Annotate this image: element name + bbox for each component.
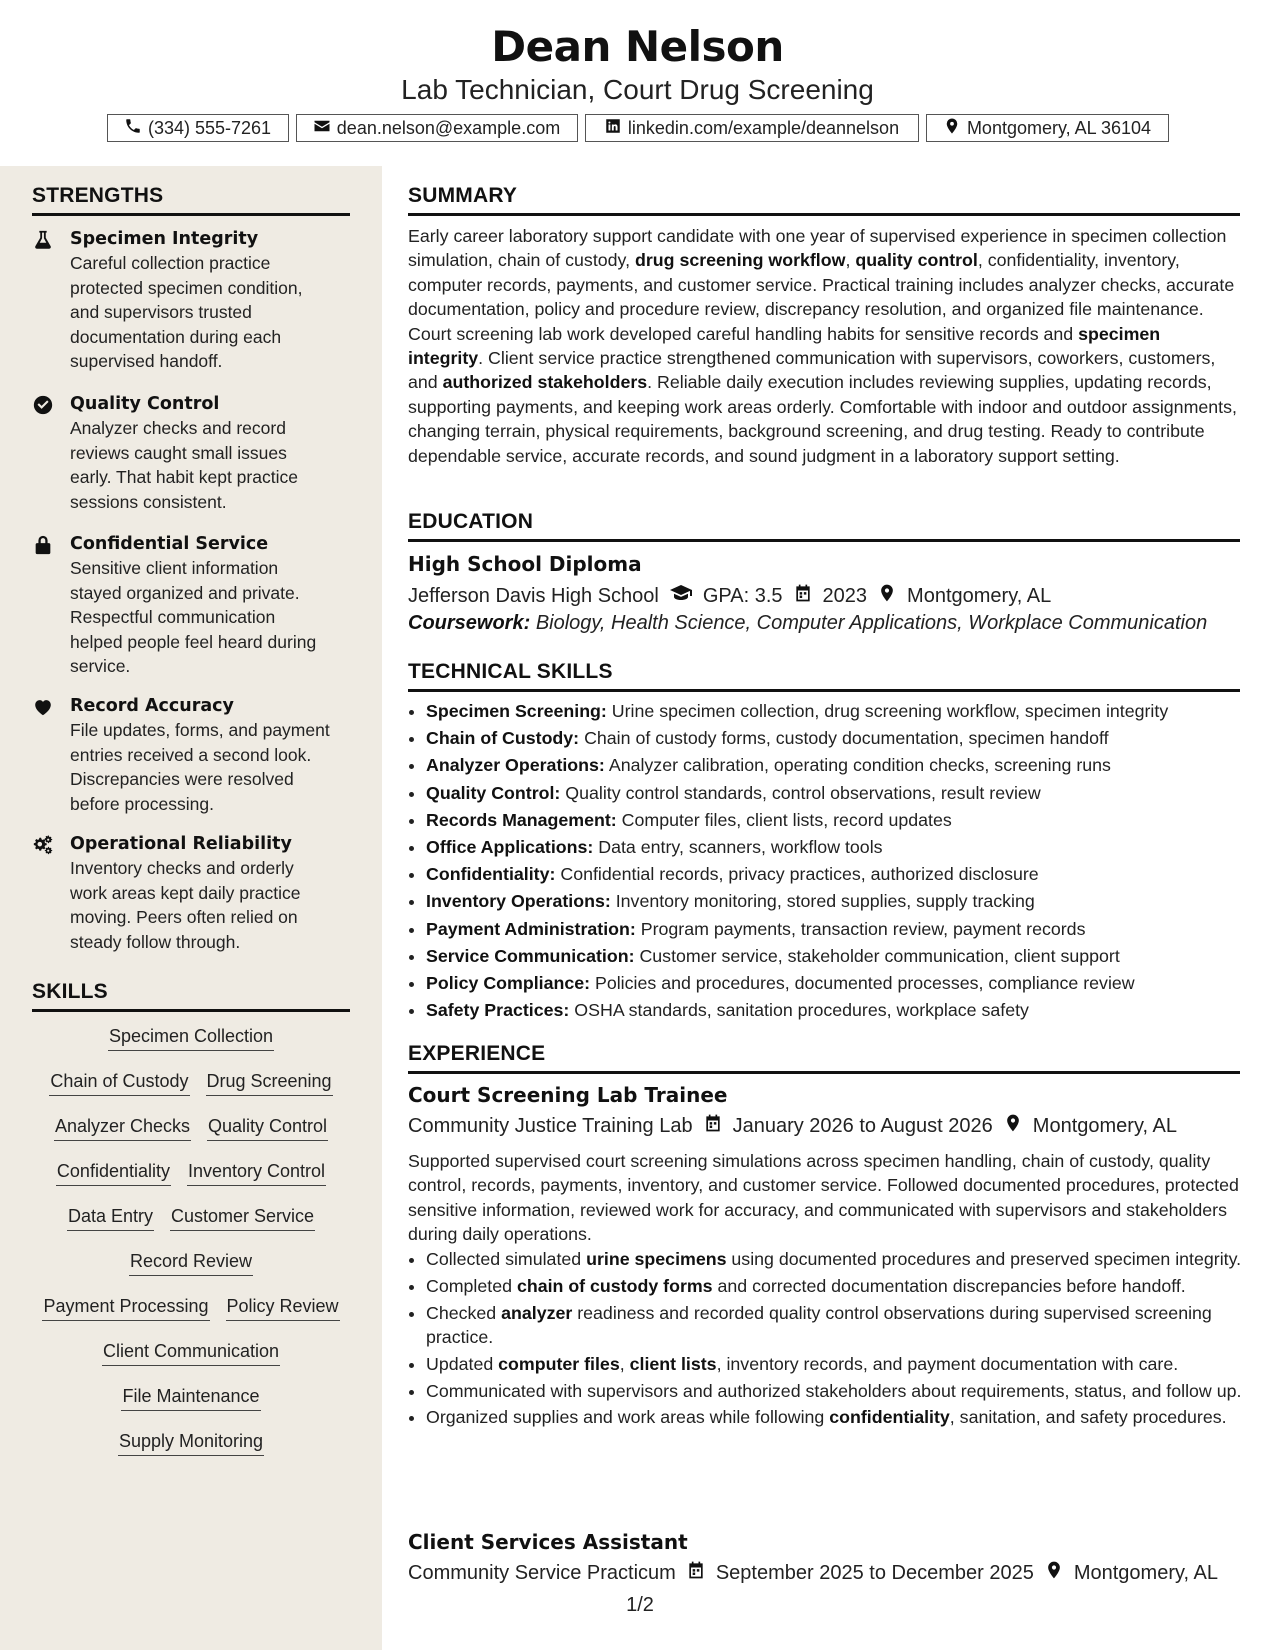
- candidate-name: Dean Nelson: [491, 22, 784, 71]
- strength-item: [32, 227, 352, 374]
- linkedin-icon: [604, 117, 622, 140]
- list-item: • Specimen Screening: Urine specimen collection, drug screening workflow, specimen integrity: [426, 698, 1258, 725]
- job-meta: [408, 1560, 1218, 1586]
- strength-desc: Inventory checks and orderly work areas kept daily practice moving. Peers often relied on steady follow through.: [70, 858, 301, 952]
- list-item: • Safety Practices: OSHA standards, sanitation procedures, workplace safety: [426, 997, 1258, 1024]
- strength-item: [32, 392, 352, 514]
- experience-heading: EXPERIENCE: [408, 1042, 1240, 1074]
- skill-tag: Quality Control: [207, 1115, 328, 1141]
- graduation-year: 2023: [822, 584, 868, 607]
- calendar-icon: [686, 1560, 706, 1586]
- strength-title: Operational Reliability: [70, 834, 292, 854]
- flask-icon: [32, 229, 54, 251]
- job-location: Montgomery, AL: [1073, 1561, 1218, 1584]
- map-pin-icon: [1044, 1560, 1064, 1586]
- phone-icon: [124, 117, 142, 140]
- school-name: Jefferson Davis High School: [408, 584, 659, 607]
- calendar-icon: [703, 1113, 723, 1139]
- contact-email[interactable]: [296, 114, 578, 142]
- resume-header: [0, 0, 1275, 165]
- gpa: GPA: 3.5: [702, 584, 783, 607]
- strengths-heading: STRENGTHS: [32, 184, 350, 216]
- coursework: [408, 612, 1207, 635]
- skill-tag: Inventory Control: [187, 1160, 326, 1186]
- strength-desc: Sensitive client information stayed organized and private. Respectful communication helped people feel heard during service.: [70, 558, 317, 676]
- map-pin-icon: [943, 117, 961, 140]
- heart-icon: [32, 696, 54, 718]
- map-pin-icon: [877, 583, 897, 609]
- strength-desc: Careful collection practice protected specimen condition, and supervisors trusted documentation during each supervised handoff.: [70, 253, 303, 371]
- skill-tag: Data Entry: [67, 1205, 154, 1231]
- strength-item: [32, 694, 352, 816]
- technical-skills-list: [408, 698, 1258, 1024]
- coursework-label: Coursework:: [408, 612, 531, 634]
- job-location: Montgomery, AL: [1032, 1114, 1177, 1137]
- job-title: Court Screening Lab Trainee: [408, 1083, 728, 1107]
- job-title: Client Services Assistant: [408, 1530, 688, 1554]
- list-item: • Service Communication: Customer service, stakeholder communication, client support: [426, 943, 1258, 970]
- graduation-cap-icon: [669, 581, 693, 611]
- page-number: 1/2: [626, 1594, 654, 1616]
- strength-title: Confidential Service: [70, 534, 269, 554]
- education-meta: [408, 581, 1051, 611]
- skill-tag: Specimen Collection: [108, 1025, 274, 1051]
- summary-text: Early career laboratory support candidate with one year of supervised experience in specimen collection simulation, chain of custody, drug screening workflow, quality control, confidentiality, inventory, computer records, payments, and customer service. Practical training includes analyzer checks, accurate documentation, policy and procedure review, discrepancy resolution, and organized file maintenance. Court screening lab work developed careful handling habits for sensitive records and specimen integrity. Client service practice strengthened communication with supervisors, coworkers, customers, and authorized stakeholders. Reliable daily execution includes reviewing supplies, updating records, supporting payments, and keeping work areas orderly. Comfortable with indoor and outdoor assignments, changing terrain, physical requirements, background screening, and drug testing. Ready to contribute dependable service, accurate records, and sound judgment in a laboratory support setting.: [408, 226, 1237, 466]
- list-item: • Analyzer Operations: Analyzer calibration, operating condition checks, screening runs: [426, 752, 1258, 779]
- education-degree: High School Diploma: [408, 552, 642, 576]
- list-item: • Collected simulated urine specimens using documented procedures and preserved specimen integrity.: [426, 1247, 1258, 1271]
- envelope-icon: [313, 117, 331, 140]
- gears-icon: [32, 834, 54, 856]
- skills-grid: [24, 1025, 358, 1475]
- list-item: • Office Applications: Data entry, scanners, workflow tools: [426, 834, 1258, 861]
- strength-desc: File updates, forms, and payment entries received a second look. Discrepancies were resolved before processing.: [70, 720, 330, 814]
- job-description: Supported supervised court screening simulations across specimen handling, chain of custody, quality control, records, payments, inventory, and customer service. Followed documented procedures, protected sensitive information, reviewed work for accuracy, and communicated with supervisors and stakeholders during daily operations.: [408, 1151, 1239, 1245]
- job-meta: [408, 1113, 1177, 1139]
- school-location: Montgomery, AL: [907, 584, 1052, 607]
- list-item: • Chain of Custody: Chain of custody forms, custody documentation, specimen handoff: [426, 725, 1258, 752]
- skill-tag: Record Review: [129, 1250, 253, 1276]
- skill-tag: Confidentiality: [56, 1160, 171, 1186]
- job-dates: January 2026 to August 2026: [732, 1114, 993, 1137]
- strength-title: Record Accuracy: [70, 696, 234, 716]
- skill-tag: File Maintenance: [121, 1385, 260, 1411]
- skills-heading: SKILLS: [32, 980, 350, 1012]
- strength-title: Specimen Integrity: [70, 229, 259, 249]
- coursework-list: Biology, Health Science, Computer Applications, Workplace Communication: [535, 612, 1208, 634]
- list-item: • Updated computer files, client lists, inventory records, and payment documentation with care.: [426, 1352, 1258, 1376]
- skill-tag: Supply Monitoring: [118, 1430, 264, 1456]
- skill-tag: Drug Screening: [206, 1070, 333, 1096]
- job-dates: September 2025 to December 2025: [715, 1561, 1034, 1584]
- lock-icon: [32, 534, 54, 556]
- strength-item: [32, 532, 352, 679]
- calendar-icon: [793, 583, 813, 609]
- contact-text: (334) 555-7261: [147, 117, 272, 138]
- list-item: • Payment Administration: Program payments, transaction review, payment records: [426, 916, 1258, 943]
- contact-linkedin[interactable]: [585, 114, 919, 142]
- skill-tag: Analyzer Checks: [54, 1115, 191, 1141]
- list-item: • Quality Control: Quality control standards, control observations, result review: [426, 780, 1258, 807]
- job-bullets: [408, 1247, 1258, 1432]
- list-item: • Communicated with supervisors and authorized stakeholders about requirements, status, and follow up.: [426, 1379, 1258, 1403]
- contact-text: dean.nelson@example.com: [336, 117, 561, 138]
- list-item: • Records Management: Computer files, client lists, record updates: [426, 807, 1258, 834]
- skill-tag: Policy Review: [226, 1295, 340, 1321]
- summary-heading: SUMMARY: [408, 184, 1240, 216]
- contact-text: linkedin.com/example/deannelson: [627, 117, 900, 138]
- skill-tag: Payment Processing: [42, 1295, 209, 1321]
- list-item: • Checked analyzer readiness and recorded quality control observations during supervised screening practice.: [426, 1301, 1258, 1350]
- list-item: • Inventory Operations: Inventory monitoring, stored supplies, supply tracking: [426, 888, 1258, 915]
- map-pin-icon: [1003, 1113, 1023, 1139]
- skill-tag: Client Communication: [102, 1340, 280, 1366]
- contact-bar: [0, 114, 1275, 142]
- skill-tag: Chain of Custody: [49, 1070, 189, 1096]
- contact-phone[interactable]: [107, 114, 289, 142]
- list-item: • Completed chain of custody forms and corrected documentation discrepancies before handoff.: [426, 1274, 1258, 1298]
- skill-tag: Customer Service: [170, 1205, 315, 1231]
- job-organization: Community Service Practicum: [408, 1561, 676, 1584]
- strength-item: [32, 832, 352, 954]
- check-circle-icon: [32, 394, 54, 416]
- contact-location[interactable]: [926, 114, 1169, 142]
- list-item: • Organized supplies and work areas while following confidentiality, sanitation, and safety procedures.: [426, 1405, 1258, 1429]
- strength-desc: Analyzer checks and record reviews caught small issues early. That habit kept practice sessions consistent.: [70, 418, 298, 512]
- education-heading: EDUCATION: [408, 510, 1240, 542]
- list-item: • Confidentiality: Confidential records, privacy practices, authorized disclosure: [426, 861, 1258, 888]
- list-item: • Policy Compliance: Policies and procedures, documented processes, compliance review: [426, 970, 1258, 997]
- candidate-title: Lab Technician, Court Drug Screening: [401, 74, 874, 105]
- technical-skills-heading: TECHNICAL SKILLS: [408, 660, 1240, 692]
- strength-title: Quality Control: [70, 394, 220, 414]
- job-organization: Community Justice Training Lab: [408, 1114, 693, 1137]
- contact-text: Montgomery, AL 36104: [966, 117, 1152, 138]
